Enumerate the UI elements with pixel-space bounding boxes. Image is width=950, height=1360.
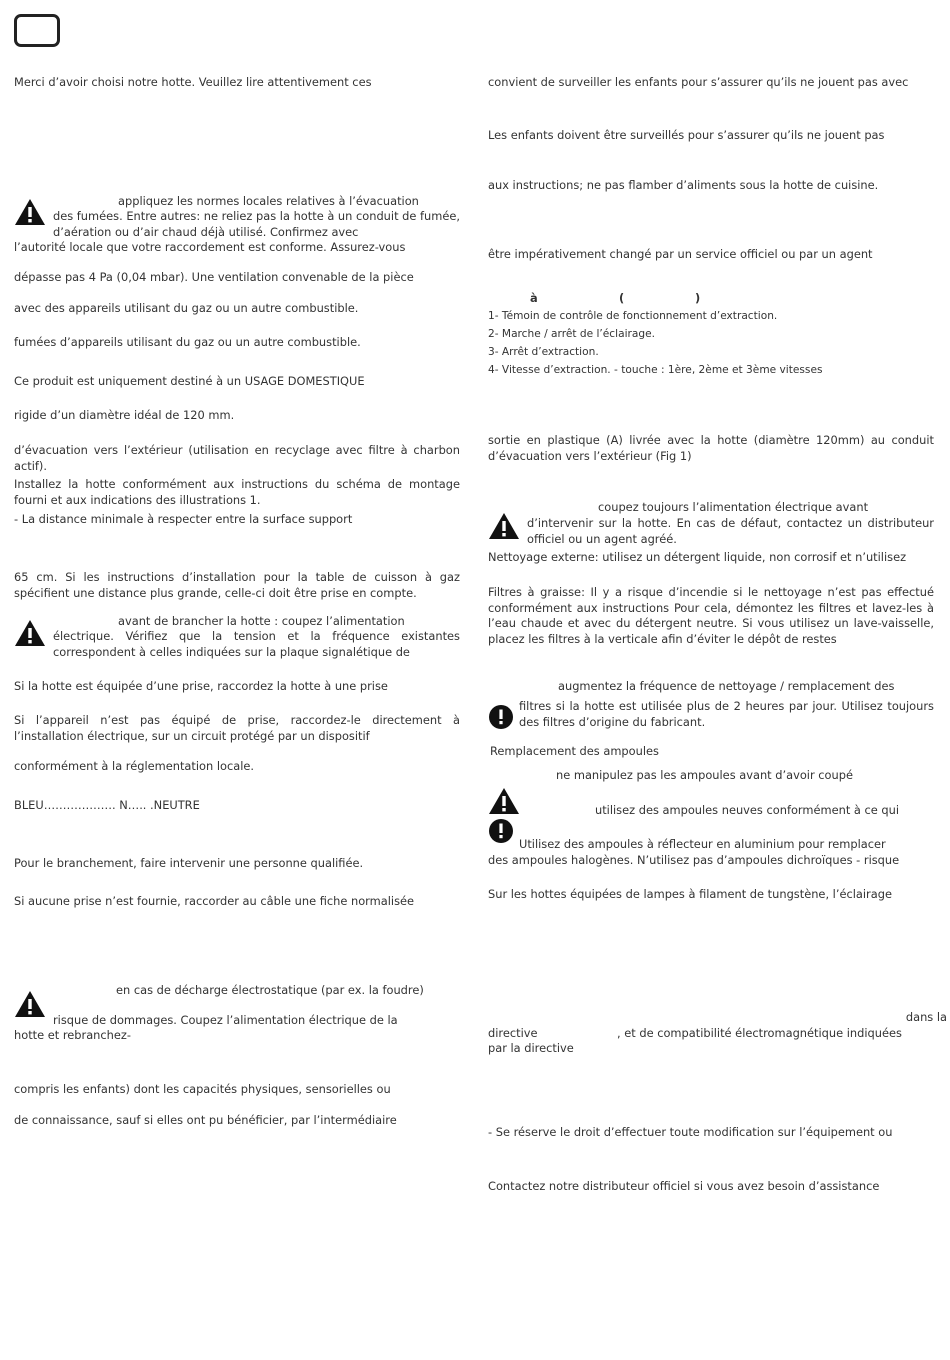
page-tab-marker [14,14,60,47]
cable-replace-text: être impérativement changé par un service officiel ou par un agent [488,247,873,261]
min-distance-text: - La distance minimale à respecter entre la surface support [14,512,353,526]
directive-emc-text: , et de compatibilité électromagnétique indiquées [617,1026,902,1040]
electric-warning-head: avant de brancher la hotte : coupez l’alimentation [118,614,405,628]
capabilities-text: compris les enfants) dont les capacités physiques, sensorielles ou [14,1082,391,1096]
standard-plug-text: Si aucune prise n’est fournie, raccorder au câble une fiche normalisée [14,894,415,908]
assistance-text: Contactez notre distributeur officiel si vous avez besoin d’assistance [488,1179,880,1193]
warning-triangle-icon [14,197,46,227]
children-play-text: Les enfants doivent être surveillés pour s’assurer qu’ils ne jouent pas [488,128,885,142]
directive-label: directive [488,1026,538,1040]
knowledge-text: de connaissance, sauf si elles ont pu bénéficier, par l’intermédiaire [14,1113,397,1127]
lamp-notice-text: utilisez des ampoules neuves conformément à ce qui [595,803,900,817]
no-plug-text: Si l’appareil n’est pas équipé de prise, raccordez-le directement à l’installation électrique, sur un circuit protégé par un dispositif [14,713,460,743]
modification-rights-text: - Se réserve le droit d’effectuer toute modification sur l’équipement ou [488,1125,893,1139]
controls-heading-paren-close: ) [695,291,701,305]
dichroic-lamps-text: des ampoules halogènes. N’utilisez pas d’ampoules dichroïques - risque [488,853,900,867]
evacuation-mode-text: d’évacuation vers l’extérieur (utilisation en recyclage avec filtre à charbon actif). [14,443,460,473]
evacuation-warning-tail: l’autorité locale que votre raccordement est conforme. Assurez-vous [14,240,406,254]
flambe-text: aux instructions; ne pas flamber d’aliments sous la hotte de cuisine. [488,178,879,192]
duct-diameter-text: rigide d’un diamètre idéal de 120 mm. [14,408,235,422]
children-supervise-text: convient de surveiller les enfants pour s’assurer qu’ils ne jouent pas avec [488,75,909,89]
directive-dans-la: dans la [905,1010,947,1024]
pressure-text: dépasse pas 4 Pa (0,04 mbar). Une ventilation convenable de la pièce [14,270,414,284]
static-warning-head: en cas de décharge électrostatique (par ex. la foudre) [116,983,424,997]
warning-triangle-icon [488,786,520,816]
maintenance-warning-body: d’intervenir sur la hotte. En cas de défaut, contactez un distributeur officiel ou un agent agréé. [527,516,934,546]
reflector-lamps-text: Utilisez des ampoules à réflecteur en aluminium pour remplacer [519,837,886,851]
maintenance-warning-head: coupez toujours l’alimentation électrique avant [598,500,869,514]
tungsten-lamps-text: Sur les hottes équipées de lampes à filament de tungstène, l’éclairage [488,887,892,901]
gas-hob-distance-text: 65 cm. Si les instructions d’installation pour la table de cuisson à gaz spécifient une distance plus grande, celle-ci doit être prise en compte. [14,570,460,600]
qualified-person-text: Pour le branchement, faire intervenir une personne qualifiée. [14,856,364,870]
control-item-2: 2- Marche / arrêt de l’éclairage. [488,328,655,340]
control-item-4: 4- Vitesse d’extraction. - touche : 1ère, 2ème et 3ème vitesses [488,364,823,376]
domestic-use-text: Ce produit est uniquement destiné à un USAGE DOMESTIQUE [14,374,365,388]
static-warning-body: risque de dommages. Coupez l’alimentation électrique de la [53,1013,398,1027]
evacuation-warning-head: appliquez les normes locales relatives à l’évacuation [118,194,419,208]
filter-notice-head: augmentez la fréquence de nettoyage / remplacement des [558,679,895,693]
plug-text: Si la hotte est équipée d’une prise, raccordez la hotte à une prise [14,679,388,693]
intro-text: Merci d’avoir choisi notre hotte. Veuillez lire attentivement ces [14,75,372,89]
grease-filters-text: Filtres à graisse: Il y a risque d’incendie si le nettoyage n’est pas effectué conformément aux instructions Pour cela, démontez les filtres et lavez-les à l’eau chaude et avec du détergent neutre. Si vous utilisez un lave-vaisselle, placez les filtres à la verticale afin d’éviter le dépôt de restes [488,585,934,646]
electric-warning-body: électrique. Vérifiez que la tension et la fréquence existantes correspondent à celles indiquées sur la plaque signalétique de [53,629,460,659]
outlet-connection-text: sortie en plastique (A) livrée avec la hotte (diamètre 120mm) au conduit d’évacuation vers l’extérieur (Fig 1) [488,433,934,463]
directive-par-la: par la directive [488,1041,574,1055]
control-item-1: 1- Témoin de contrôle de fonctionnement d’extraction. [488,310,778,322]
warning-triangle-icon [14,989,46,1019]
lamp-replacement-heading: Remplacement des ampoules [490,744,659,758]
controls-heading-paren-open: ( [619,291,625,305]
wire-color-text: BLEU………………. N….. .NEUTRE [14,798,200,812]
warning-triangle-icon [488,511,520,541]
regulation-text: conformément à la réglementation locale. [14,759,255,773]
warning-triangle-icon [14,618,46,648]
lamp-warning-text: ne manipulez pas les ampoules avant d’avoir coupé [556,768,853,782]
filter-notice-body: filtres si la hotte est utilisée plus de 2 heures par jour. Utilisez toujours des filtres d’origine du fabricant. [519,699,934,729]
external-cleaning-text: Nettoyage externe: utilisez un détergent liquide, non corrosif et n’utilisez [488,550,907,564]
controls-heading-a: à [530,291,538,305]
exclamation-circle-icon [488,704,514,730]
ventilation-text: avec des appareils utilisant du gaz ou un autre combustible. [14,301,359,315]
evacuation-warning-body: des fumées. Entre autres: ne reliez pas la hotte à un conduit de fumée, d’aération ou d’air chaud déjà utilisé. Confirmez avec [53,209,460,239]
exclamation-circle-icon [488,818,514,844]
installation-text: Installez la hotte conformément aux instructions du schéma de montage fourni et aux indications des illustrations 1. [14,477,460,507]
fumes-text: fumées d’appareils utilisant du gaz ou un autre combustible. [14,335,361,349]
static-warning-tail: hotte et rebranchez- [14,1028,131,1042]
control-item-3: 3- Arrêt d’extraction. [488,346,599,358]
